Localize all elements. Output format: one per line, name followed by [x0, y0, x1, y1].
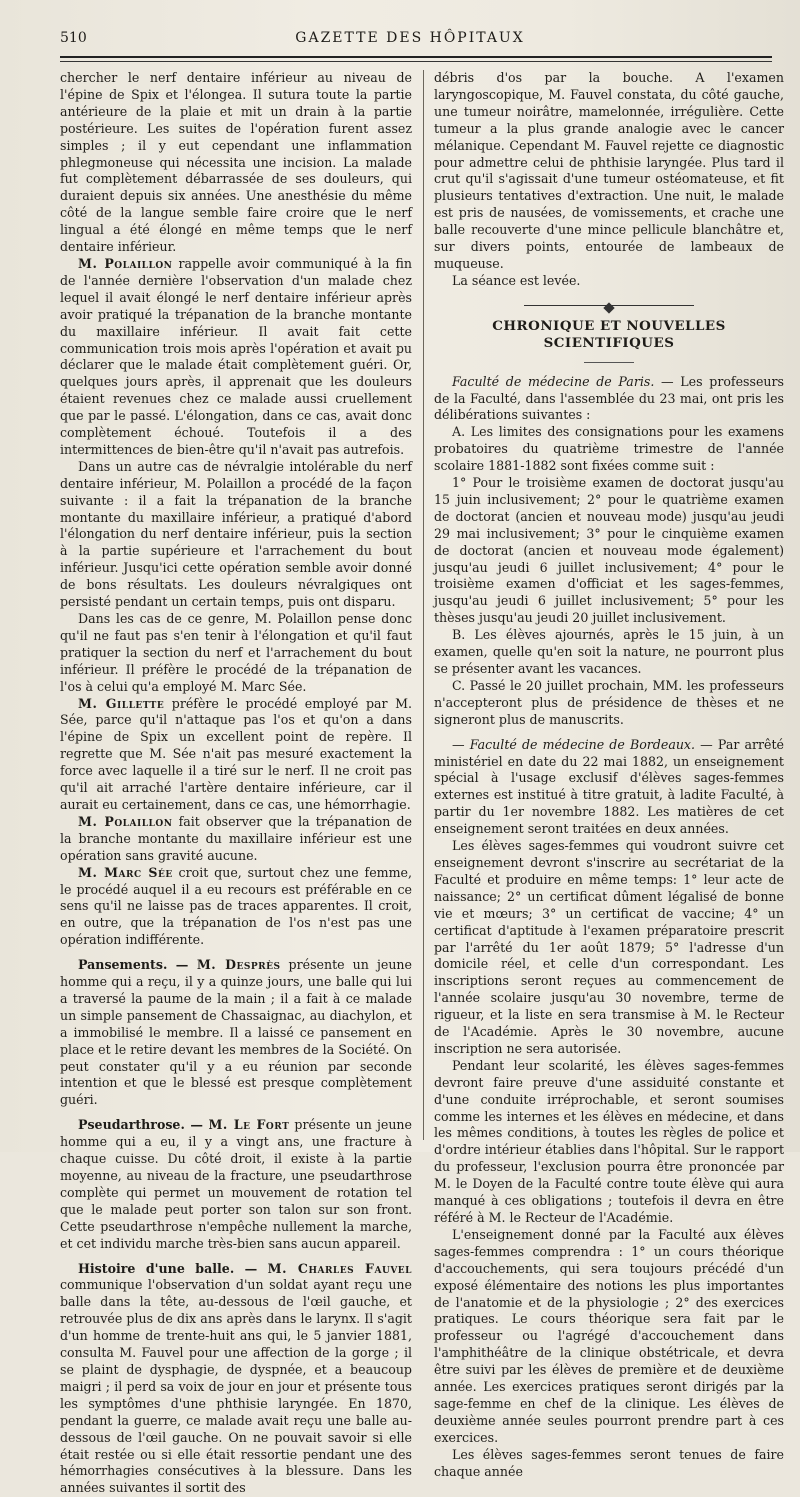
speaker-name: M. Marc Sée [78, 864, 173, 880]
paragraph: C. Passé le 20 juillet prochain, MM. les professeurs n'accepteront plus de présidence de thèses et ne signeront plus de manuscrits. [434, 677, 784, 727]
speaker-name: M. Charles Fauvel [267, 1260, 412, 1276]
paragraph [60, 865, 412, 950]
paragraph: Les élèves sages-femmes qui voudront suivre cet enseignement devront s'inscrire au secrétariat de la Faculté et produire en même temps: 1° leur acte de naissance; 2° un certificat dûment légalisé de bonne vie et mœurs; 3° un certificat de vaccine; 4° un certificat d'aptitude à l'examen préparatoire prescrit par l'arrêté du 1er août 1879; 5° l'adresse d'un domicile réel, et celle d'un correspondant. Les inscriptions seront reçues au commencement de l'année scolaire jusqu'au 30 novembre, terme de rigueur, et la liste en sera transmise à M. le Recteur de l'Académie. Après le 30 novembre, aucune inscription ne sera autorisée. [434, 838, 784, 1056]
section-heading: Histoire d'une balle. — [78, 1260, 268, 1276]
paragraph: A. Les limites des consignations pour les examens probatoires du quatrième trimestre de l'année scolaire 1881-1882 sont fixées comme suit : [434, 424, 784, 474]
paragraph [60, 1261, 412, 1497]
paragraph-text: — Les professeurs de la Faculté, dans l'assemblée du 23 mai, ont pris les délibérations suivantes : [434, 373, 785, 423]
paragraph-text: présente un jeune homme qui a reçu, il y a quinze jours, une balle qui lui a traversé la paume de la main ; il a fait à ce malade un simple pansement de Chassaignac, au diachylon, et a immobilisé le membre. Il a laissé ce pansement en place et le retire devant les membres de la Société. On peut constater qu'il y a eu réunion par seconde intention et que le blessé est presque complètement guéri. [60, 957, 412, 1108]
paragraph [60, 256, 412, 459]
speaker-name: M. Polaillon [78, 813, 173, 829]
page-number: 510 [60, 30, 87, 46]
paragraph-text: croit que, surtout chez une femme, le procédé auquel il a eu recours est préférable en ce sens qu'il ne laisse pas de traces apparentes. Il croit, en outre, que la trépanation de l'os n'est pas une opération indifférente. [60, 864, 412, 948]
paragraph: B. Les élèves ajournés, après le 15 juin, à un examen, quelle qu'en soit la nature, ne pourront plus se présenter avant les vacances. [434, 627, 784, 676]
short-divider [434, 358, 784, 366]
journal-title: GAZETTE DES HÔPITAUX [295, 30, 525, 46]
paragraph: Dans les cas de ce genre, M. Polaillon pense donc qu'il ne faut pas s'en tenir à l'élongation et qu'il faut pratiquer la section du nerf et l'arrachement du bout inférieur. Il préfère le procédé de la trépanation de l'os à celui qu'a employé M. Marc Sée. [60, 611, 412, 694]
paragraph: 1° Pour le troisième examen de doctorat jusqu'au 15 juin inclusivement; 2° pour le quatrième examen de doctorat (ancien et nouveau mode) jusqu'au jeudi 29 mai inclusivement; 3° pour le cinquième examen de doctorat (ancien et nouveau mode également) jusqu'au jeudi 6 juillet inclusivement; 4° pour le troisième examen d'officiat et les sages-femmes, jusqu'au jeudi 6 juillet inclusivement; 5° pour les thèses jusqu'au jeudi 20 juillet inclusivement. [434, 475, 784, 626]
header-rule-thin [60, 61, 772, 62]
speaker-name: M. Le Fort [208, 1117, 290, 1133]
speaker-name: M. Desprès [196, 957, 281, 973]
paragraph: Les élèves sages-femmes seront tenues de faire chaque année [434, 1446, 784, 1479]
paragraph: L'enseignement donné par la Faculté aux élèves sages-femmes comprendra : 1° un cours théorique d'accouchements, qui sera toujours précédé d'un exposé élémentaire des notions les plus importantes de l'anatomie et de la physiologie ; 2° des exercices pratiques. Le cours théorique sera fait par le professeur ou l'agrégé d'accouchement dans l'amphithéâtre de la clinique obstétricale, et devra être suivi par les élèves de première et de deuxième année. Les exercices pratiques seront dirigés par la sage-femme en chef de la clinique. Les élèves de deuxième année seules pourront prendre part à ces exercices. [434, 1226, 784, 1445]
ornament-divider [434, 300, 784, 310]
paragraph: Dans un autre cas de névralgie intolérable du nerf dentaire inférieur, M. Polaillon a procédé de la façon suivante : il a fait la trépanation de la branche montante du maxillaire inférieur, a pratiqué d'abord l'élongation du nerf dentaire inférieur, puis la section à la partie supérieure et l'arrachement du bout inférieur. Jusqu'ici cette opération semble avoir donné de bons résultats. Les douleurs névralgiques ont persisté pendant un certain temps, puis ont disparu. [60, 458, 412, 610]
paragraph [60, 1117, 412, 1252]
right-column [434, 70, 785, 1479]
paragraph: Pendant leur scolarité, les élèves sages-femmes devront faire preuve d'une assiduité constante et d'une conduite irréprochable, et seront soumises comme les internes et les élèves en médecine, et dans les mêmes conditions, à toutes les règles de police et d'ordre intérieur établies dans l'hôpital. Sur le rapport du professeur, l'exclusion pourra être prononcée par M. le Doyen de la Faculté contre toute élève qui aura manqué à ces obligations ; toutefois il devra en être référé à M. le Recteur de l'Académie. [434, 1057, 784, 1225]
column-separator [423, 70, 424, 1140]
section-title: CHRONIQUE ET NOUVELLES SCIENTIFIQUES [492, 317, 726, 351]
paragraph [434, 374, 784, 425]
speaker-name: M. Polaillon [78, 255, 173, 271]
paragraph-text: rappelle avoir communiqué à la fin de l'année dernière l'observation d'un malade chez lequel il avait élongé le nerf dentaire inférieur après avoir pratiqué la trépanation de la branche montante du maxillaire inférieur. Il avait fait cette communication trois mois après l'opération et avait pu déclarer que le malade était complètement guéri. Or, quelques jours après, il apprenait que les douleurs étaient revenues chez ce malade aussi cruellement que par le passé. L'élongation, dans ce cas, avait donc complètement échoué. Toutefois il a des intermittences de bien-être qu'il n'avait pas autrefois. [60, 255, 412, 457]
paragraph [60, 957, 412, 1109]
paragraph: chercher le nerf dentaire inférieur au niveau de l'épine de Spix et l'élongea. Il sutura toute la partie antérieure de la plaie et mit un drain à la partie postérieure. Les suites de l'opération furent assez simples ; il y eut cependant une inflammation phlegmoneuse qui nécessita une incision. La malade fut complètement débarrassée de ses douleurs, qui duraient depuis six années. Une anesthésie du même côté de la langue semble faire croire que le nerf lingual a été élongé en même temps que le nerf dentaire inférieur. [60, 70, 412, 255]
paragraph-text: fait observer que la trépanation de la branche montante du maxillaire inférieur est une opération sans gravité aucune. [60, 813, 412, 863]
subsection-heading: Faculté de médecine de Bordeaux. [469, 736, 696, 752]
subsection-heading: Faculté de médecine de Paris. [452, 373, 655, 389]
paragraph: La séance est levée. [452, 272, 581, 288]
paragraph [60, 814, 412, 865]
paragraph: débris d'os par la bouche. A l'examen laryngoscopique, M. Fauvel constata, du côté gauche, une tumeur noirâtre, mamelonnée, irrégulière. Cette tumeur a la plus grande analogie avec le cancer mélanique. Cependant M. Fauvel rejette ce diagnostic pour admettre celui de phthisie laryngée. Plus tard il crut qu'il s'agissait d'une tumeur ostéomateuse, et fit plusieurs tentatives d'extraction. Une nuit, le malade est pris de nausées, de vomissements, et crache une balle recouverte d'une mince pellicule blanchâtre et, sur divers points, entourée de lambeaux de muqueuse. [434, 70, 784, 271]
section-heading: Pansements. — [78, 957, 197, 973]
speaker-name: M. Gillette [78, 695, 165, 711]
paragraph [60, 696, 412, 814]
header-rule-thick [60, 56, 772, 58]
paragraph: — Faculté de médecine de Bordeaux. — Par arrêté ministériel en date du 22 mai 1882, un enseignement spécial à l'usage exclusif d'élèves sages-femmes externes est institué à titre gratuit, à ladite Faculté, à partir du 1er novembre 1882. Les matières de cet enseignement seront traitées en deux années. [434, 736, 784, 837]
paragraph-text: préfère le procédé employé par M. Sée, parce qu'il n'attaque pas l'os et qu'on a dans l'épine de Spix un excellent point de repère. Il regrette que M. Sée n'ait pas mesuré exactement la force avec laquelle il a tiré sur le nerf. Il ne croit pas qu'il ait arraché l'artère dentaire inférieure, car il aurait eu certainement, dans ce cas, une hémorrhagie. [60, 695, 412, 812]
left-column [60, 70, 412, 1496]
paragraph-text: communique l'observation d'un soldat ayant reçu une balle dans la tête, au-dessous de l'œil gauche, et retrouvée plus de dix ans après dans le larynx. Il s'agit d'un homme de trente-huit ans qui, le 5 janvier 1881, consulta M. Fauvel pour une affection de la gorge ; il se plaint de dysphagie, de dyspnée, et a beaucoup maigri ; il perd sa voix de jour en jour et présente tous les symptômes d'une phthisie laryngée. En 1870, pendant la guerre, ce malade avait reçu une balle au-dessous de l'œil gauche. On ne pouvait savoir si elle était restée ou si elle était ressortie pendant une des hémorrhagies consécutives à la blessure. Dans les années suivantes il sortit des [60, 1277, 412, 1496]
running-header [60, 30, 760, 54]
section-heading: Pseudarthrose. — [78, 1117, 209, 1133]
paragraph-text: — Par arrêté ministériel en date du 22 mai 1882, un enseignement spécial à l'usage exclusif d'élèves sages-femmes externes est institué à titre gratuit, à ladite Faculté, à partir du 1er novembre 1882. Les matières de cet enseignement seront traitées en deux années. [434, 736, 784, 837]
paragraph-text: présente un jeune homme qui a eu, il y a vingt ans, une fracture à chaque cuisse. Du côté droit, il existe à la partie moyenne, au niveau de la fracture, une pseudarthrose complète qui permet un mouvement de rotation tel que le malade peut porter son talon sur son front. Cette pseudarthrose n'empêche nullement la marche, et cet individu marche très-bien sans aucun appareil. [60, 1117, 412, 1251]
